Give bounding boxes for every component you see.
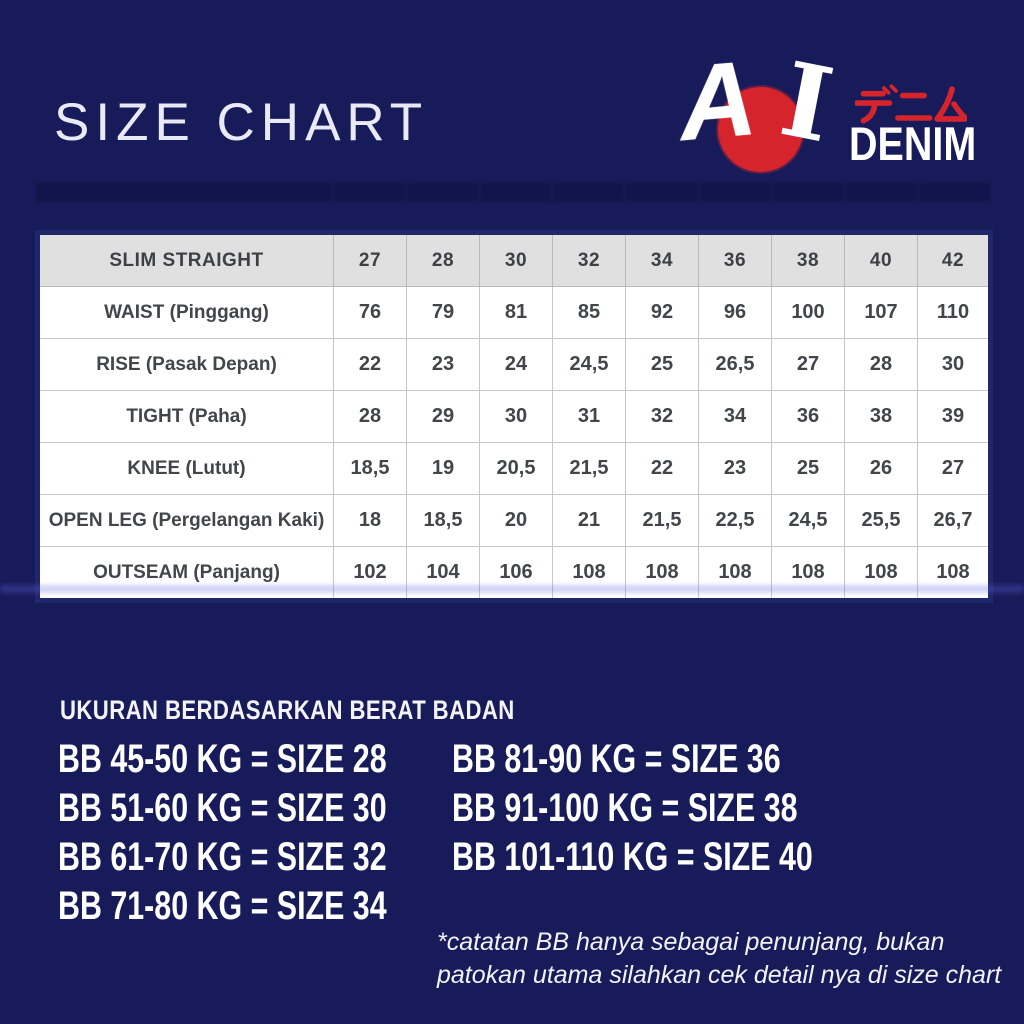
size-value-cell: 22	[626, 443, 699, 495]
size-value-cell: 18,5	[407, 495, 480, 547]
size-value-cell: 21	[553, 495, 626, 547]
size-value-cell: 18,5	[334, 443, 407, 495]
size-value-cell: 79	[407, 287, 480, 339]
size-value-cell: 26,7	[918, 495, 991, 547]
size-col-header: 32	[553, 233, 626, 287]
size-value-cell: 38	[845, 391, 918, 443]
size-value-cell: 108	[699, 547, 772, 601]
size-value-cell: 24	[480, 339, 553, 391]
weight-guide-heading: UKURAN BERDASARKAN BERAT BADAN	[60, 695, 515, 725]
size-col-header: 30	[480, 233, 553, 287]
ghost-row-artifact	[36, 181, 992, 202]
table-row	[38, 339, 991, 391]
weight-size-mapping: BB 71-80 KG = SIZE 34	[58, 884, 387, 928]
weight-size-mapping: BB 51-60 KG = SIZE 30	[58, 786, 387, 830]
measurement-label: RISE (Pasak Depan)	[38, 339, 334, 391]
size-value-cell: 107	[845, 287, 918, 339]
ghost-cell	[553, 181, 624, 202]
size-col-header: 28	[407, 233, 480, 287]
size-col-header: 38	[772, 233, 845, 287]
size-value-cell: 26,5	[699, 339, 772, 391]
table-row	[38, 443, 991, 495]
weight-size-mapping: BB 81-90 KG = SIZE 36	[452, 737, 781, 781]
size-value-cell: 21,5	[553, 443, 626, 495]
logo-letter-a: A	[674, 38, 761, 164]
size-value-cell: 18	[334, 495, 407, 547]
size-value-cell: 92	[626, 287, 699, 339]
size-value-cell: 24,5	[553, 339, 626, 391]
size-value-cell: 36	[772, 391, 845, 443]
weight-left-list	[58, 735, 490, 931]
weight-guide-note: *catatan BB hanya sebagai penunjang, bukan patokan utama silahkan cek detail nya di size chart	[437, 928, 1002, 989]
size-value-cell: 19	[407, 443, 480, 495]
size-value-cell: 22,5	[699, 495, 772, 547]
weight-size-mapping: BB 61-70 KG = SIZE 32	[58, 835, 387, 879]
size-value-cell: 27	[918, 443, 991, 495]
ghost-cell	[36, 181, 332, 202]
ghost-cell	[334, 181, 405, 202]
size-value-cell: 28	[845, 339, 918, 391]
size-value-cell: 28	[334, 391, 407, 443]
size-col-header: 34	[626, 233, 699, 287]
ghost-cell	[480, 181, 551, 202]
size-value-cell: 23	[407, 339, 480, 391]
brand-logo	[674, 38, 985, 182]
page-title: SIZE CHART	[54, 93, 429, 152]
size-col-header: 36	[699, 233, 772, 287]
size-col-header: 27	[334, 233, 407, 287]
size-value-cell: 108	[626, 547, 699, 601]
size-value-cell: 96	[699, 287, 772, 339]
size-value-cell: 27	[772, 339, 845, 391]
size-value-cell: 104	[407, 547, 480, 601]
table-glow-divider	[0, 585, 1024, 593]
size-value-cell: 29	[407, 391, 480, 443]
size-value-cell: 106	[480, 547, 553, 601]
ghost-cell	[407, 181, 478, 202]
measurement-col-header: SLIM STRAIGHT	[38, 233, 334, 287]
measurement-label: TIGHT (Paha)	[38, 391, 334, 443]
size-value-cell: 108	[845, 547, 918, 601]
size-table-body	[38, 287, 991, 601]
size-value-cell: 21,5	[626, 495, 699, 547]
measurement-label: OUTSEAM (Panjang)	[38, 547, 334, 601]
size-value-cell: 20,5	[480, 443, 553, 495]
size-value-cell: 24,5	[772, 495, 845, 547]
size-value-cell: 26	[845, 443, 918, 495]
size-value-cell: 100	[772, 287, 845, 339]
measurement-label: OPEN LEG (Pergelangan Kaki)	[38, 495, 334, 547]
weight-size-mapping: BB 101-110 KG = SIZE 40	[452, 835, 813, 879]
size-table	[35, 230, 993, 603]
size-value-cell: 108	[918, 547, 991, 601]
measurement-label: KNEE (Lutut)	[38, 443, 334, 495]
weight-size-mapping: BB 91-100 KG = SIZE 38	[452, 786, 798, 830]
table-row	[38, 495, 991, 547]
size-col-header: 42	[918, 233, 991, 287]
size-value-cell: 85	[553, 287, 626, 339]
size-value-cell: 25,5	[845, 495, 918, 547]
size-value-cell: 20	[480, 495, 553, 547]
logo-denim-wordmark: DENIM	[849, 117, 977, 170]
table-row	[38, 287, 991, 339]
ghost-cell	[700, 181, 771, 202]
size-value-cell: 102	[334, 547, 407, 601]
weight-right-list	[452, 735, 927, 882]
size-value-cell: 25	[626, 339, 699, 391]
weight-size-mapping: BB 45-50 KG = SIZE 28	[58, 737, 387, 781]
size-value-cell: 25	[772, 443, 845, 495]
logo-letter-i: I	[771, 39, 842, 167]
size-table-header-row	[38, 233, 991, 287]
size-value-cell: 108	[772, 547, 845, 601]
ghost-cell	[773, 181, 844, 202]
size-value-cell: 81	[480, 287, 553, 339]
measurement-label: WAIST (Pinggang)	[38, 287, 334, 339]
size-value-cell: 76	[334, 287, 407, 339]
ghost-cell	[919, 181, 990, 202]
size-value-cell: 23	[699, 443, 772, 495]
size-value-cell: 30	[918, 339, 991, 391]
size-value-cell: 30	[480, 391, 553, 443]
size-value-cell: 22	[334, 339, 407, 391]
size-value-cell: 34	[699, 391, 772, 443]
ghost-cell	[626, 181, 697, 202]
table-row	[38, 391, 991, 443]
size-value-cell: 39	[918, 391, 991, 443]
size-col-header: 40	[845, 233, 918, 287]
size-value-cell: 108	[553, 547, 626, 601]
size-value-cell: 31	[553, 391, 626, 443]
ghost-cell	[846, 181, 917, 202]
size-value-cell: 32	[626, 391, 699, 443]
size-value-cell: 110	[918, 287, 991, 339]
